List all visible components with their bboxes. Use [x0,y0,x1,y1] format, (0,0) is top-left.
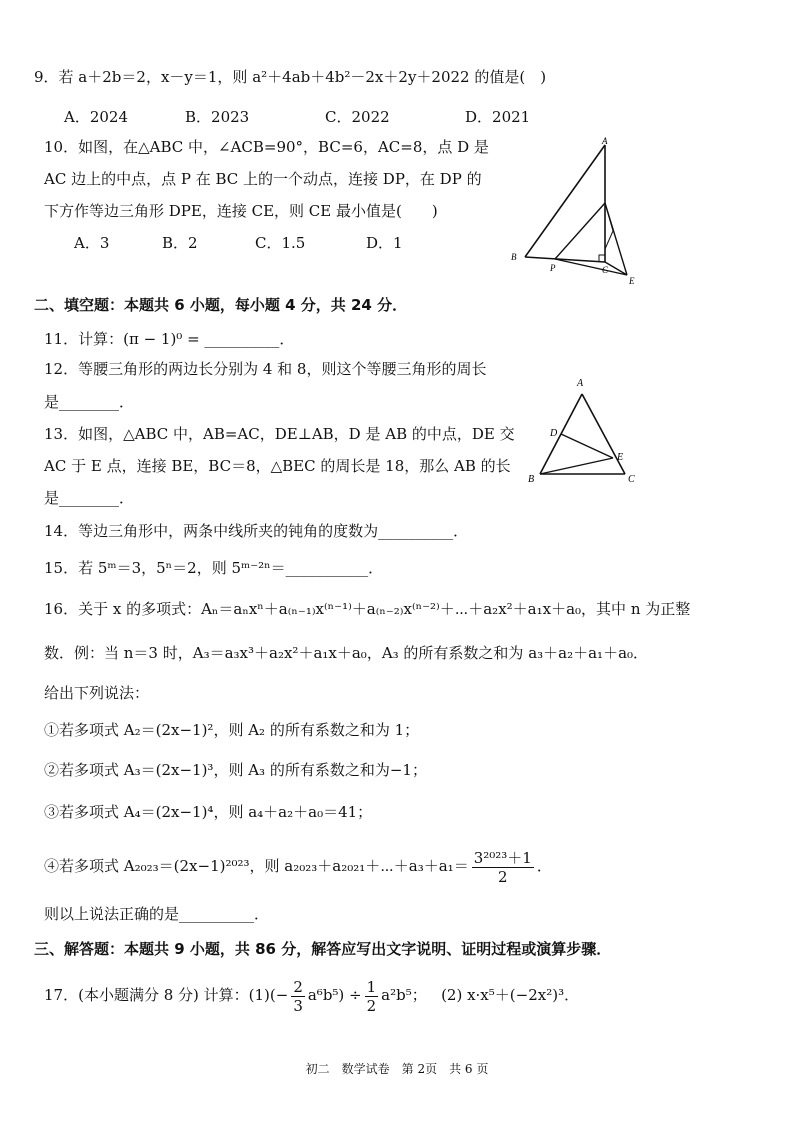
fraction-numerator: 2 [293,977,303,996]
fraction-numerator: 3²⁰²³＋1 [473,848,532,867]
q12-line-1: 12．等腰三角形的两边长分别为 4 和 8，则这个等腰三角形的周长 [44,360,487,378]
q16-line-1: 16．关于 x 的多项式：Aₙ＝aₙxⁿ＋a₍ₙ₋₁₎x⁽ⁿ⁻¹⁾＋a₍ₙ₋₂₎x⁽ⁿ⁻²⁾＋⋯＋a₂x²＋a₁x＋a₀，其中 n 为正整 [44,600,691,618]
q17-prefix: 17．(本小题满分 8 分) 计算：(1) [44,986,270,1004]
q13-line-2: AC 于 E 点，连接 BE，BC＝8，△BEC 的周长是 18，那么 AB 的长 [44,457,511,475]
q17-fraction-1 [291,978,305,1015]
q10-label-c: C [602,265,609,275]
q13-label-e: E [617,452,624,463]
q10-option-a: A．3 [74,234,110,252]
q16-statement-2: ②若多项式 A₃＝(2x−1)³，则 A₃ 的所有系数之和为−1； [44,761,427,779]
q13-label-c: C [628,474,635,485]
q10-option-b: B．2 [162,234,198,252]
q9-stem: 9．若 a＋2b＝2，x－y＝1，则 a²＋4ab＋4b²－2x＋2y＋2022 的值是( ) [34,68,547,86]
q10-helper-line-2 [605,231,613,249]
q13-label-d: D [550,428,558,439]
q13-segment-be [540,458,613,474]
fraction-numerator: 1 [366,977,377,996]
q11: 11．计算：(π − 1)⁰ = __________． [44,330,295,348]
q10-option-d: D．1 [366,234,403,252]
q10-segment-dp [555,203,605,259]
q10-line-2: AC 边上的中点，点 P 在 BC 上的一个动点，连接 DP，在 DP 的 [44,170,482,188]
q9-option-c: C．2022 [325,108,390,126]
q17-fraction-2 [365,978,379,1015]
section-3-heading: 三、解答题：本题共 9 小题，共 86 分，解答应写出文字说明、证明过程或演算步骤． [34,940,612,958]
q9-option-b: B．2023 [185,108,250,126]
q10-triangle-figure [505,135,645,290]
q10-helper-line [605,203,613,231]
q10-option-c: C．1.5 [255,234,306,252]
q10-side-ab [525,145,605,257]
q13-label-b: B [528,474,535,485]
q14: 14．等边三角形中，两条中线所夹的钝角的度数为__________． [44,522,469,540]
q16-statement-1: ①若多项式 A₂＝(2x−1)²，则 A₂ 的所有系数之和为 1； [44,721,420,739]
q10-label-b: B [511,252,517,262]
q10-label-p: P [550,263,556,273]
q16-intro: 给出下列说法： [44,684,150,702]
section-2-heading: 二、填空题：本题共 6 小题，每小题 4 分，共 24 分． [34,296,408,314]
q16-statement-4-fraction [472,849,534,886]
q10-right-angle-mark [599,255,605,261]
q9-option-a: A．2024 [64,108,129,126]
q16-line-2: 数．例：当 n＝3 时，A₃＝a₃x³＋a₂x²＋a₁x＋a₀，A₃ 的所有系数之和为 a₃＋a₂＋a₁＋a₀． [44,644,649,662]
q12-line-2: 是________． [44,393,135,411]
fraction-denominator: 2 [366,996,377,1015]
q17-part1-open: (− [269,986,289,1004]
q13-label-a: A [577,378,584,389]
q16-statement-3: ③若多项式 A₄＝(2x−1)⁴，则 a₄＋a₂＋a₀＝41； [44,803,373,821]
q10-label-e: E [629,276,635,286]
q16-conclusion: 则以上说法正确的是__________． [44,905,270,923]
q10-line-1: 10．如图，在△ABC 中，∠ACB=90°，BC=6，AC=8，点 D 是 [44,138,489,156]
q17-part2: (2) x·x⁵＋(−2x²)³． [441,986,580,1004]
q10-line-3: 下方作等边三角形 DPE，连接 CE，则 CE 最小值是( ) [44,202,438,220]
page-footer: 初二 数学试卷 第 2页 共 6 页 [305,1062,489,1076]
q16-statement-4-text: ④若多项式 A₂₀₂₃＝(2x−1)²⁰²³，则 a₂₀₂₃＋a₂₀₂₁＋⋯＋a₃＋a₁＝ [44,857,469,875]
q10-label-a: A [602,136,608,146]
q13-line-3: 是________． [44,489,135,507]
fraction-denominator: 2 [498,867,508,886]
q15: 15．若 5ᵐ＝3，5ⁿ＝2，则 5ᵐ⁻²ⁿ＝___________． [44,559,384,577]
q17-part1-close: a⁶b⁵) ÷ [307,986,362,1004]
q16-statement-4-end: ． [536,857,552,875]
q13-line-1: 13．如图，△ABC 中，AB=AC，DE⊥AB，D 是 AB 的中点，DE 交 [44,425,515,443]
q17 [44,975,579,1015]
q13-triangle-figure [525,372,645,487]
q16-statement-4 [44,846,552,886]
q17-part1-end: a²b⁵； [381,986,427,1004]
q9-option-d: D．2021 [465,108,531,126]
fraction-denominator: 3 [293,996,303,1015]
